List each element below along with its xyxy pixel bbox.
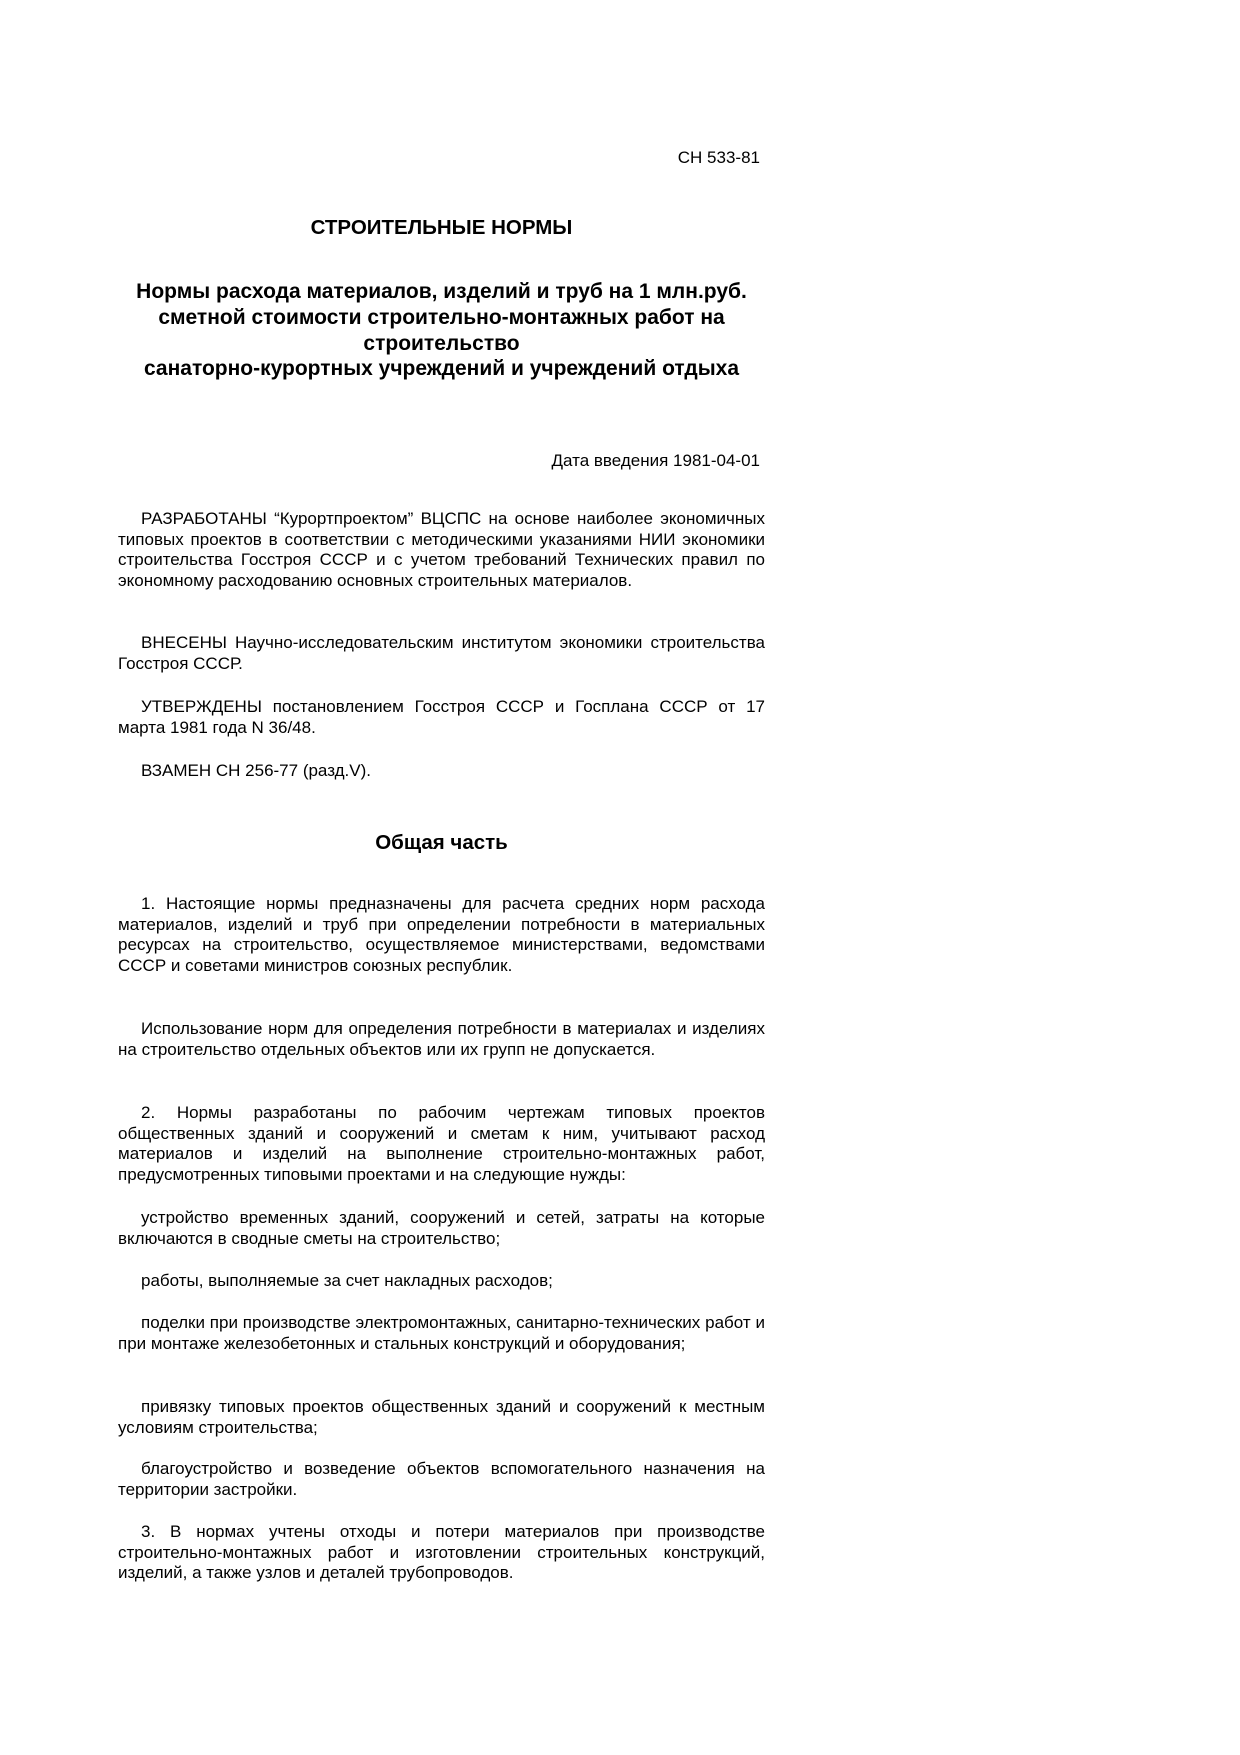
document-title: СТРОИТЕЛЬНЫЕ НОРМЫ <box>310 216 573 239</box>
section-heading: Общая часть <box>375 831 508 854</box>
list-item: поделки при производстве электромонтажных, санитарно-технических работ и при монтаже железобетонных и стальных конструкций и оборудования; <box>118 1313 765 1353</box>
paragraph: Использование норм для определения потребности в материалах и изделиях на строительство отдельных объектов или их групп не допускается. <box>118 1019 765 1059</box>
list-item: устройство временных зданий, сооружений и сетей, затраты на которые включаются в сводные сметы на строительство; <box>118 1208 765 1248</box>
subtitle-line: санаторно-курортных учреждений и учреждений отдыха <box>143 357 740 381</box>
preamble-developed: РАЗРАБОТАНЫ “Курортпроектом” ВЦСПС на основе наиболее экономичных типовых проектов в соответствии с методическими указаниями НИИ экономики строительства Госстроя СССР и с учетом требований Технических правил по экономному расходованию основных строительных материалов. <box>118 509 765 590</box>
paragraph: 3. В нормах учтены отходы и потери материалов при производстве строительно-монтажных работ и изготовлении строительных конструкций, изделий, а также узлов и деталей трубопроводов. <box>118 1522 765 1583</box>
paragraph: 2. Нормы разработаны по рабочим чертежам типовых проектов общественных зданий и сооружений и сметам к ним, учитывают расход материалов и изделий на выполнение строительно-монтажных работ, предусмотренных типовыми проектами и на следующие нужды: <box>118 1103 765 1184</box>
list-item: привязку типовых проектов общественных зданий и сооружений к местным условиям строительства; <box>118 1397 765 1437</box>
preamble-replaces: ВЗАМЕН СН 256-77 (разд.V). <box>141 761 371 780</box>
paragraph: 1. Настоящие нормы предназначены для расчета средних норм расхода материалов, изделий и труб при определении потребности в материальных ресурсах на строительство, осуществляемое министерствами, ведомствами СССР и советами министров союзных республик. <box>118 894 765 975</box>
subtitle-line: Нормы расхода материалов, изделий и труб на 1 млн.руб. <box>136 280 747 303</box>
preamble-submitted: ВНЕСЕНЫ Научно-исследовательским институтом экономики строительства Госстроя СССР. <box>118 633 765 673</box>
preamble-approved: УТВЕРЖДЕНЫ постановлением Госстроя СССР и Госплана СССР от 17 марта 1981 года N 36/48. <box>118 697 765 737</box>
document-subtitle <box>118 279 765 382</box>
effective-date: Дата введения 1981-04-01 <box>551 451 760 470</box>
subtitle-line: сметной стоимости строительно-монтажных работ на строительство <box>158 305 725 355</box>
document-code: СН 533-81 <box>677 148 760 167</box>
list-item: благоустройство и возведение объектов вспомогательного назначения на территории застройки. <box>118 1459 765 1499</box>
list-item: работы, выполняемые за счет накладных расходов; <box>141 1271 553 1290</box>
